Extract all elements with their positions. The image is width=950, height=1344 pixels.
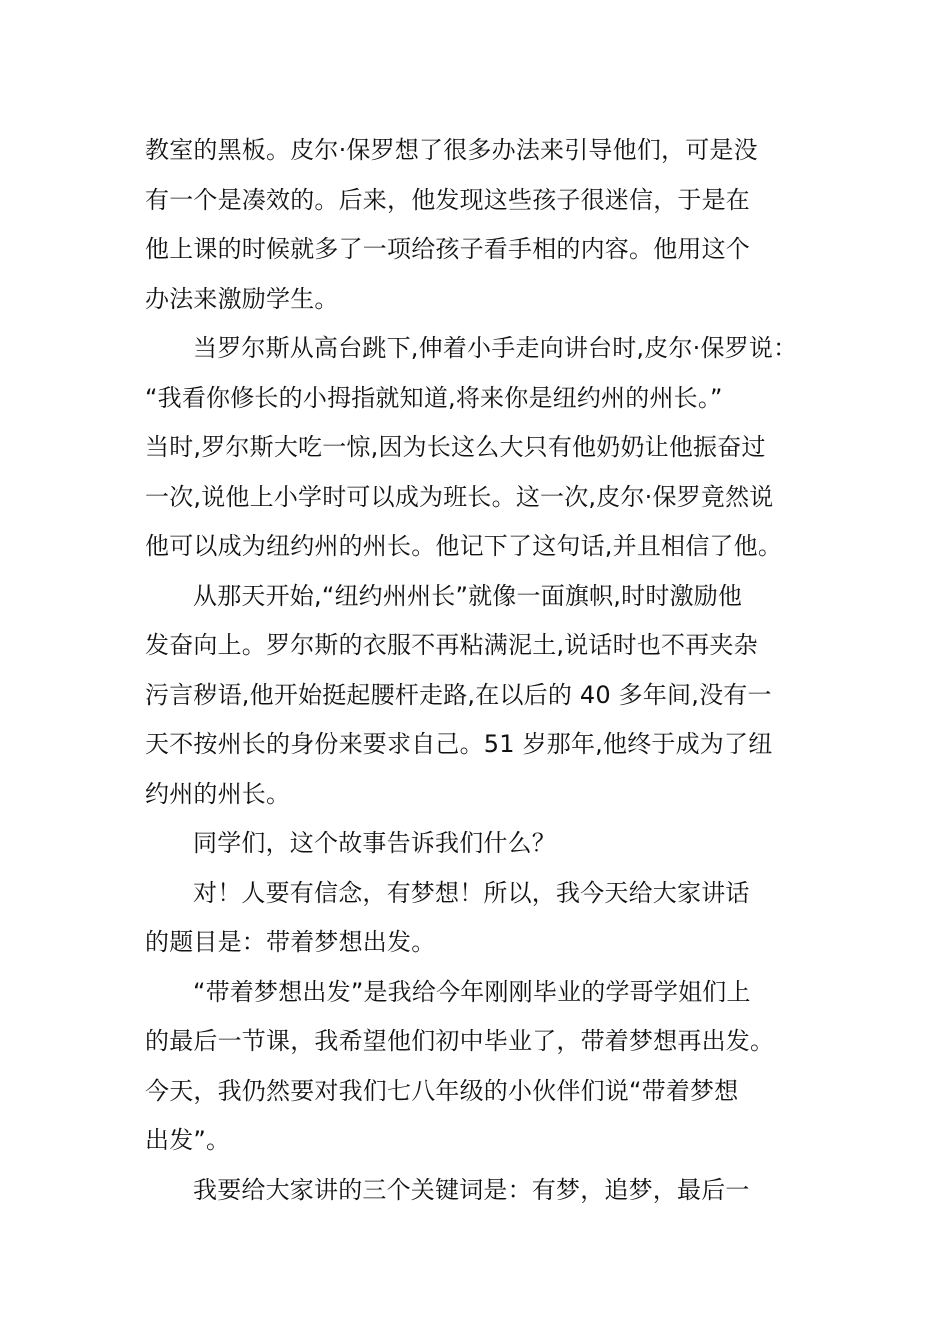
text-line: 他上课的时候就多了一项给孩子看手相的内容。他用这个	[145, 235, 750, 263]
text-line: 一次,说他上小学时可以成为班长。这一次,皮尔·保罗竟然说	[145, 482, 774, 511]
text-line: 污言秽语,他开始挺起腰杆走路,在以后的 40 多年间,没有一	[145, 680, 772, 709]
paragraph-start-line: 从那天开始,“纽约州州长”就像一面旗帜,时时激励他	[193, 581, 743, 610]
paragraph-start-line: 当罗尔斯从高台跳下,伸着小手走向讲台时,皮尔·保罗说：	[193, 334, 798, 362]
paragraph-start-line: 同学们，这个故事告诉我们什么？	[193, 829, 556, 857]
paragraph-start-line: “带着梦想出发”是我给今年刚刚毕业的学哥学姐们上	[193, 977, 751, 1006]
text-line: 天不按州长的身份来要求自己。51 岁那年,他终于成为了纽	[145, 730, 773, 758]
text-line: 教室的黑板。皮尔·保罗想了很多办法来引导他们，可是没	[145, 136, 758, 164]
paragraph-start-line: 我要给大家讲的三个关键词是：有梦，追梦，最后一	[193, 1175, 750, 1204]
document-body	[145, 126, 835, 1215]
text-line: 的最后一节课，我希望他们初中毕业了，带着梦想再出发。	[145, 1027, 775, 1055]
text-line: 他可以成为纽约州的州长。他记下了这句话,并且相信了他。	[145, 532, 783, 560]
text-line: 今天，我仍然要对我们七八年级的小伙伴们说“带着梦想	[145, 1076, 739, 1105]
text-line: 有一个是凑效的。后来，他发现这些孩子很迷信，于是在	[145, 185, 750, 214]
text-line: “我看你修长的小拇指就知道,将来你是纽约州的州长。”	[145, 383, 723, 412]
paragraph-start-line: 对！人要有信念，有梦想！所以，我今天给大家讲话	[193, 878, 750, 907]
text-line: 当时,罗尔斯大吃一惊,因为长这么大只有他奶奶让他振奋过	[145, 433, 766, 461]
text-line: 办法来激励学生。	[145, 284, 339, 313]
text-line: 的题目是：带着梦想出发。	[145, 928, 436, 956]
text-line: 发奋向上。罗尔斯的衣服不再粘满泥土,说话时也不再夹杂	[145, 631, 758, 659]
text-line: 出发”。	[145, 1126, 231, 1154]
text-line: 约州的州长。	[145, 779, 291, 808]
